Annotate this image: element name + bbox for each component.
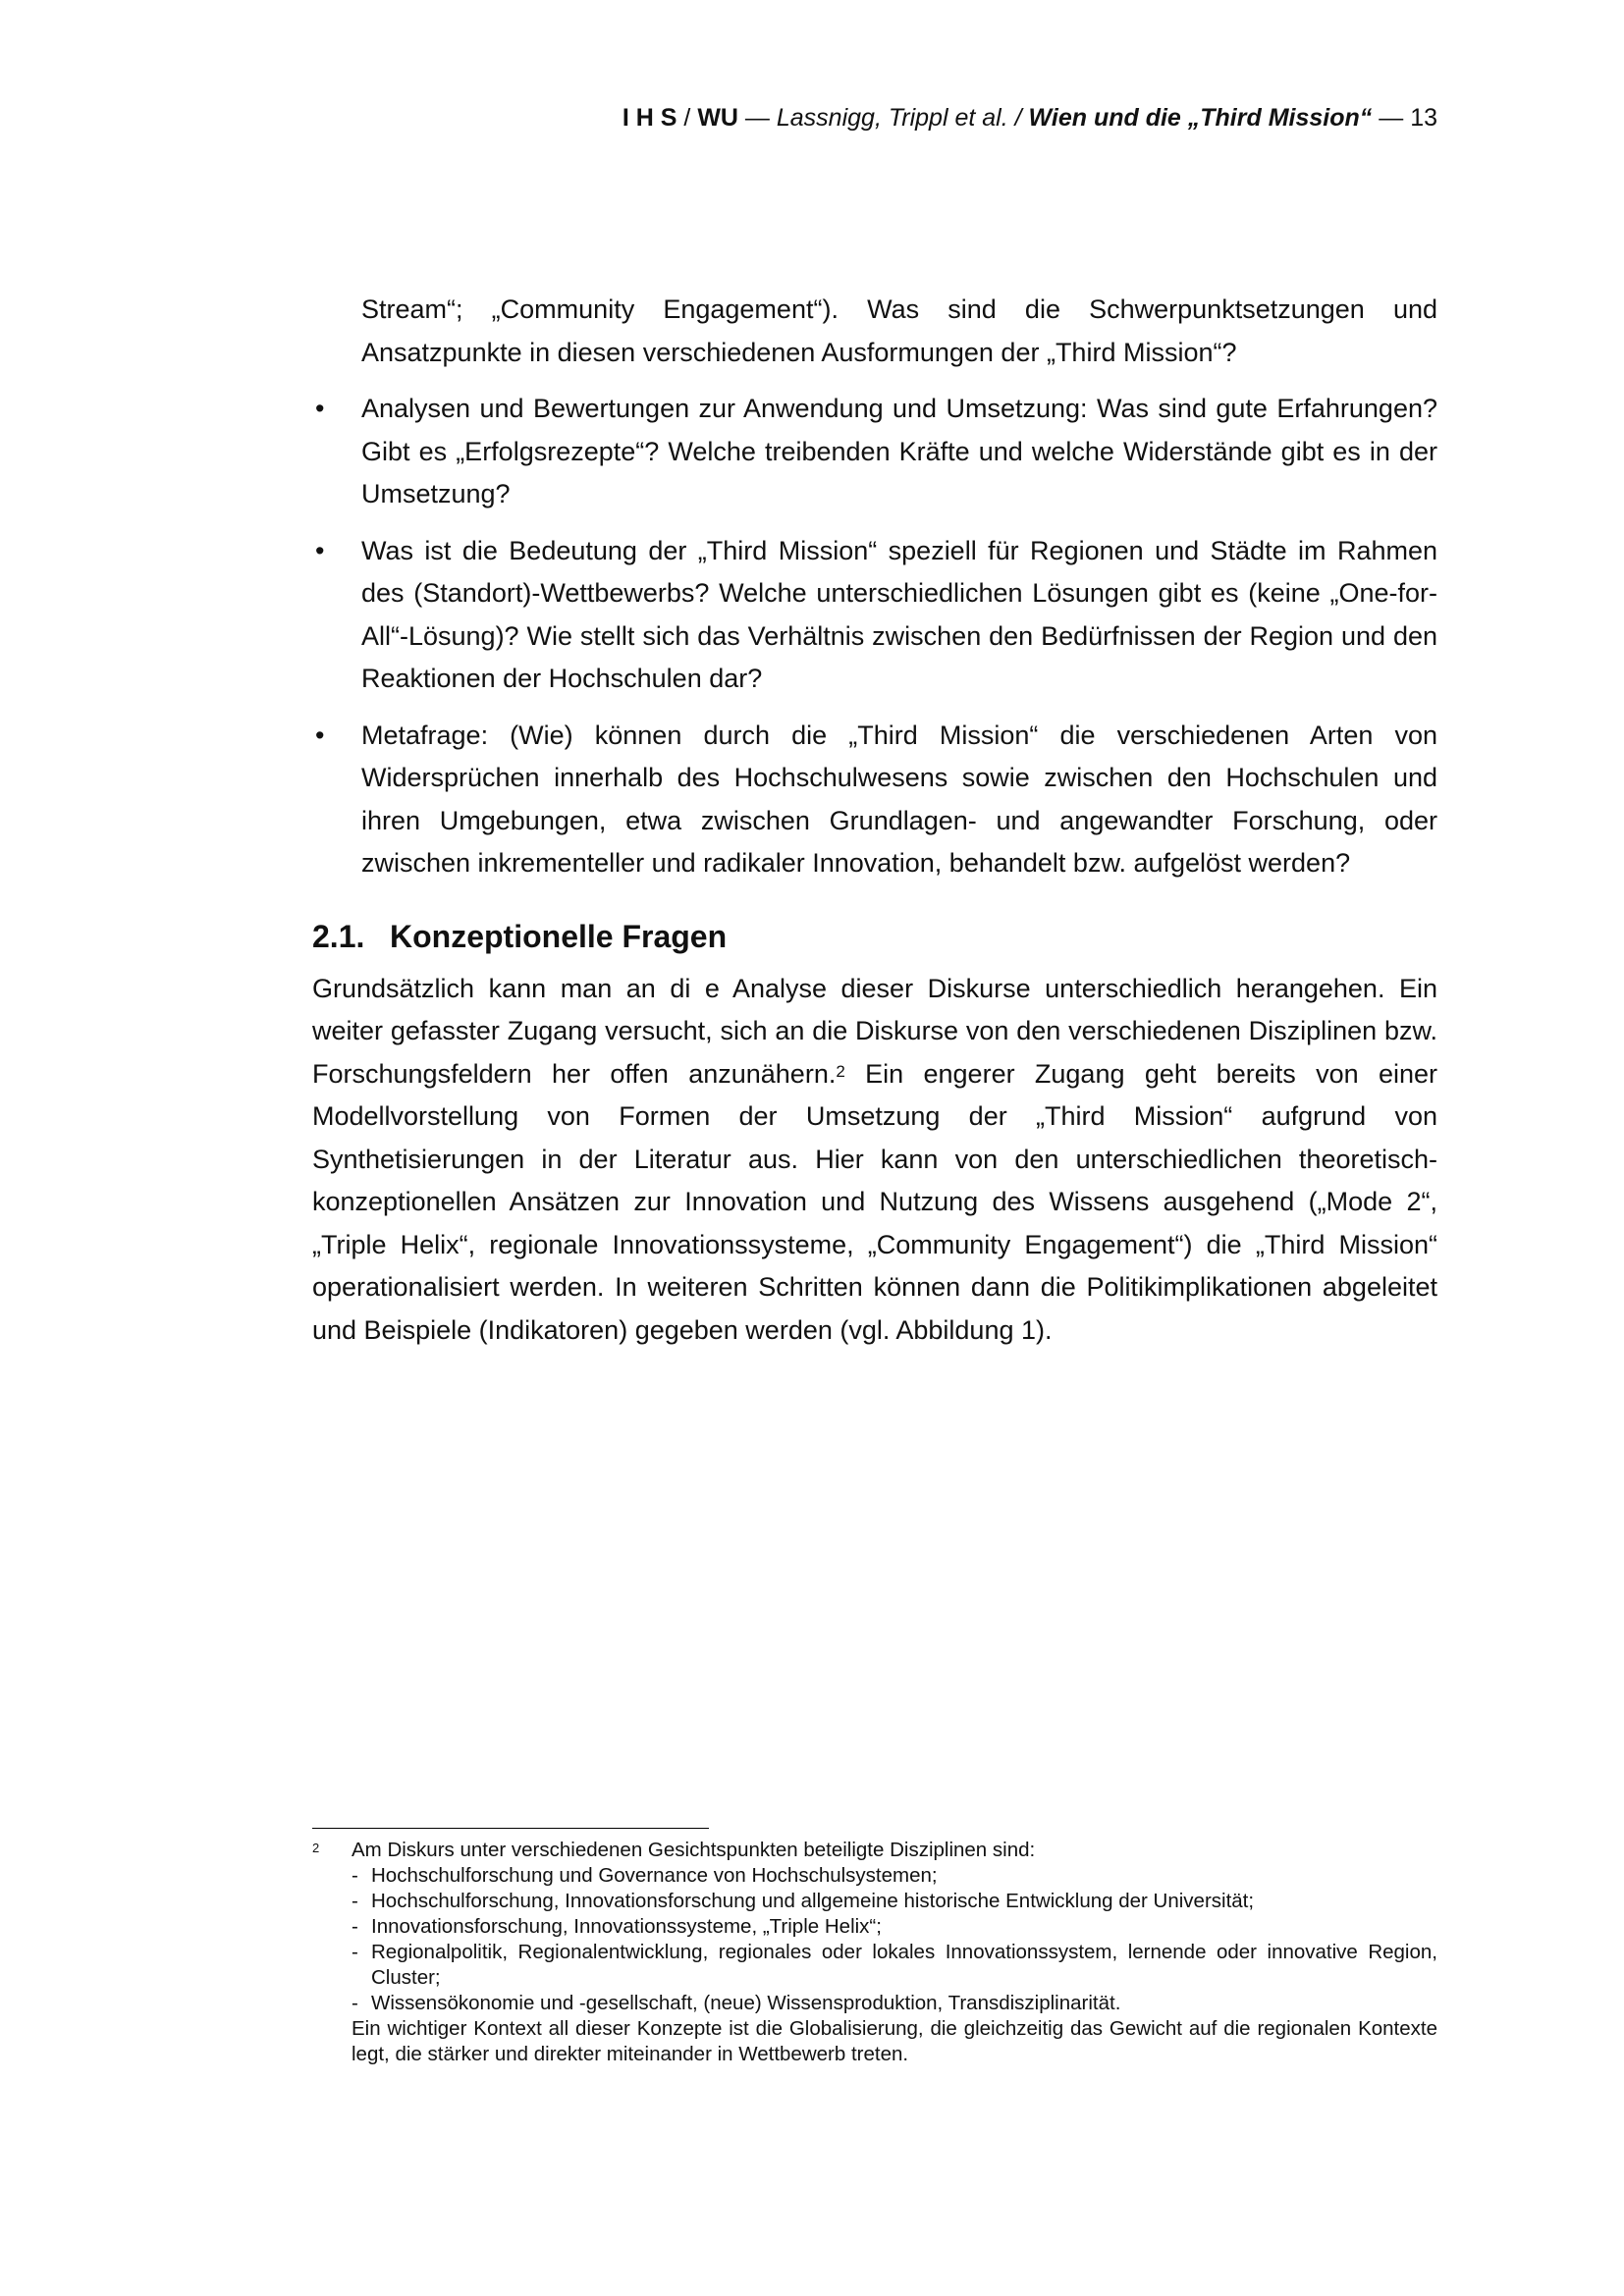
footnote-list-item <box>352 1914 1437 1940</box>
header-sep-2: / <box>1007 104 1029 132</box>
footnote-dash: - <box>352 1941 358 1963</box>
header-org: I H S <box>622 104 677 132</box>
footnote-closing: Ein wichtiger Kontext all dieser Konzepte ist die Globalisierung, die gleichzeitig das Gewicht auf die regionalen Kontexte legt, die stärker und direkter miteinander in Wettbewerb treten. <box>352 2017 1437 2065</box>
bullet-text: Was ist die Bedeutung der „Third Mission“ speziell für Regionen und Städte im Rahmen des (Standort)-Wettbewerbs? Welche unterschiedlichen Lösungen gibt es (keine „One-for-All“-Lösung)? Wie stellt sich das Verhältnis zwischen den Bedürfnissen der Region und den Reaktionen der Hochschulen dar? <box>361 535 1437 693</box>
footnote-divider <box>312 1828 709 1829</box>
header-unit: WU <box>697 104 738 132</box>
section-title: Konzeptionelle Fragen <box>390 918 728 954</box>
page-number: 13 <box>1410 104 1437 132</box>
bullet-dot-icon: • <box>315 394 325 423</box>
main-content <box>312 289 1437 1352</box>
header-authors: Lassnigg, Trippl et al. <box>776 104 1008 132</box>
footnote-list-item <box>352 1991 1437 2016</box>
footnote-item-text: Regionalpolitik, Regionalentwicklung, regionales oder lokales Innovationssystem, lernende oder innovative Region, Cluster; <box>371 1941 1437 1989</box>
bullet-item <box>312 388 1437 516</box>
footnote-dash: - <box>352 1992 358 2014</box>
section-number: 2.1. <box>312 918 365 954</box>
footnote-list-item <box>352 1940 1437 1991</box>
running-header <box>312 98 1437 137</box>
bullet-dot-icon: • <box>315 720 325 750</box>
footnote-mark: 2 <box>312 1841 320 1855</box>
footnote-body <box>352 1838 1437 2067</box>
bullet-item <box>312 715 1437 885</box>
section-heading <box>312 915 1437 958</box>
footnote-reference[interactable]: 2 <box>836 1061 845 1081</box>
footnote-item-text: Hochschulforschung und Governance von Hochschulsystemen; <box>371 1864 938 1887</box>
footnote-dash: - <box>352 1864 358 1887</box>
bullet-item <box>312 530 1437 701</box>
footnote-list-item <box>352 1863 1437 1889</box>
footnote-item-text: Wissensökonomie und -gesellschaft, (neue) Wissensproduktion, Transdisziplinarität. <box>371 1992 1121 2014</box>
footnote-intro: Am Diskurs unter verschiedenen Gesichtspunkten beteiligte Disziplinen sind: <box>352 1839 1036 1861</box>
intro-continuation: Stream“; „Community Engagement“). Was sind die Schwerpunktsetzungen und Ansatzpunkte in diesen verschiedenen Ausformungen der „Third Mission“? <box>361 294 1437 367</box>
footnote <box>312 1838 1437 2067</box>
footnote-item-text: Innovationsforschung, Innovationssysteme, „Triple Helix“; <box>371 1915 882 1938</box>
header-dash-2: — <box>1372 104 1411 132</box>
footnote-list-item <box>352 1889 1437 1914</box>
footnote-item-text: Hochschulforschung, Innovationsforschung und allgemeine historische Entwicklung der Universität; <box>371 1890 1255 1912</box>
section-paragraph <box>312 968 1437 1353</box>
header-sep: / <box>677 104 698 132</box>
footnote-dash: - <box>352 1890 358 1912</box>
header-title: Wien und die „Third Mission“ <box>1028 104 1373 132</box>
footnote-dash: - <box>352 1915 358 1938</box>
bullet-text: Analysen und Bewertungen zur Anwendung und Umsetzung: Was sind gute Erfahrungen? Gibt es „Erfolgsrezepte“? Welche treibenden Kräfte und welche Widerstände gibt es in der Umsetzung? <box>361 394 1437 508</box>
paragraph-part-1: Grundsätzlich kann man an di e Analyse dieser Diskurse unterschiedlich herangehen. Ein weiter gefasster Zugang versucht, sich an die Diskurse von den verschiedenen Disziplinen bzw. Forschungsfeldern her offen anzunähern. <box>312 973 1437 1089</box>
paragraph-part-2: Ein engerer Zugang geht bereits von einer Modellvorstellung von Formen der Umsetzung der „Third Mission“ aufgrund von Synthetisierungen in der Literatur aus. Hier kann von den unterschiedlichen theoretisch-konzeptionellen Ansätzen zur Innovation und Nutzung des Wissens ausgehend („Mode 2“, „Triple Helix“, regionale Innovationssysteme, „Community Engagement“) die „Third Mission“ operationalisiert werden. In weiteren Schritten können dann die Politikimplikationen abgeleitet und Beispiele (Indikatoren) gegeben werden (vgl. Abbildung 1). <box>312 1058 1437 1345</box>
bullet-text: Metafrage: (Wie) können durch die „Third Mission“ die verschiedenen Arten von Widersprüchen innerhalb des Hochschulwesens sowie zwischen den Hochschulen und ihren Umgebungen, etwa zwischen Grundlagen- und angewandter Forschung, oder zwischen inkrementeller und radikaler Innovation, behandelt bzw. aufgelöst werden? <box>361 720 1437 878</box>
bullet-dot-icon: • <box>315 535 325 565</box>
header-dash: — <box>737 104 777 132</box>
